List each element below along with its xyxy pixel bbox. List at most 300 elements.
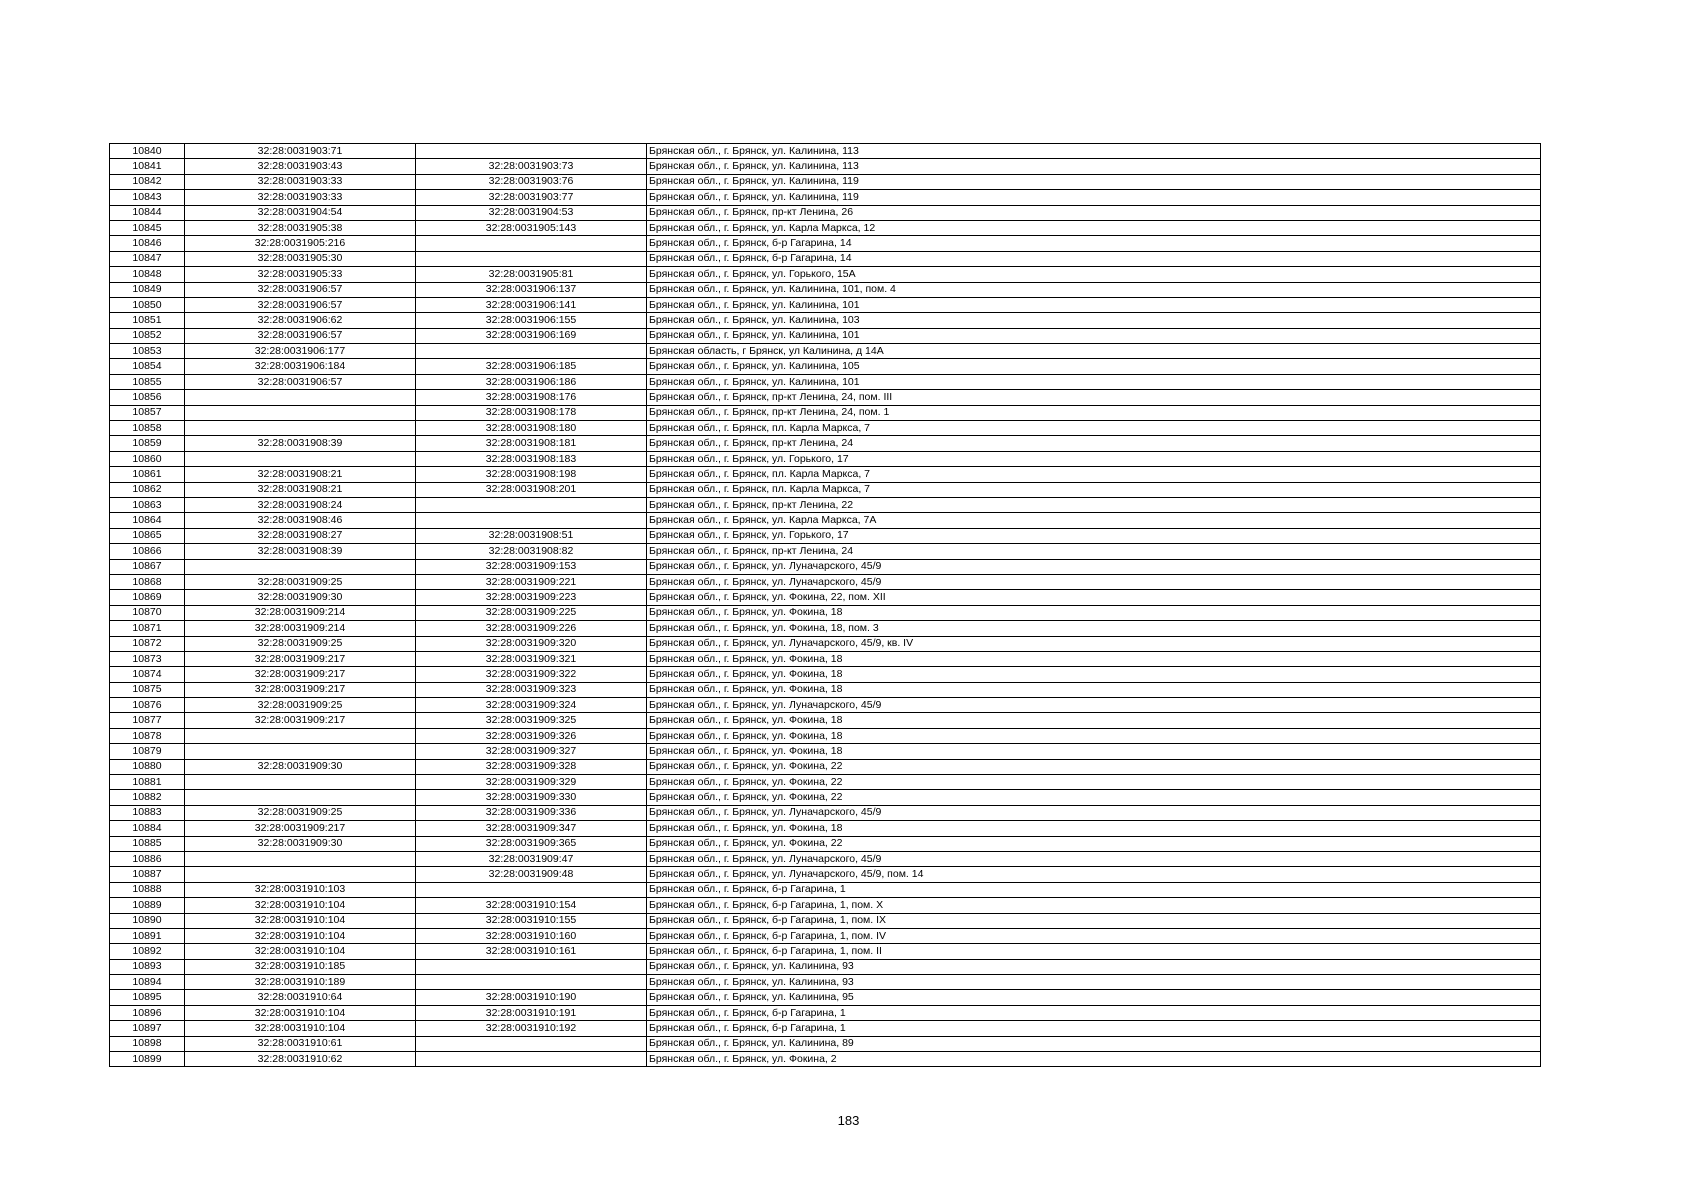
related-cadastral-number-cell: 32:28:0031906:141: [416, 297, 647, 312]
cadastral-number-cell: 32:28:0031909:214: [185, 605, 416, 620]
address-cell: Брянская обл., г. Брянск, ул. Горького, 15А: [647, 267, 1541, 282]
table-row: [110, 682, 1541, 697]
related-cadastral-number-cell: 32:28:0031908:176: [416, 390, 647, 405]
related-cadastral-number-cell: 32:28:0031904:53: [416, 205, 647, 220]
row-number-cell: 10871: [110, 621, 185, 636]
row-number-cell: 10865: [110, 528, 185, 543]
related-cadastral-number-cell: [416, 236, 647, 251]
related-cadastral-number-cell: 32:28:0031909:365: [416, 836, 647, 851]
related-cadastral-number-cell: 32:28:0031909:323: [416, 682, 647, 697]
related-cadastral-number-cell: 32:28:0031903:73: [416, 159, 647, 174]
cadastral-number-cell: [185, 790, 416, 805]
related-cadastral-number-cell: 32:28:0031908:181: [416, 436, 647, 451]
table-row: [110, 667, 1541, 682]
table-row: [110, 821, 1541, 836]
row-number-cell: 10872: [110, 636, 185, 651]
address-cell: Брянская обл., г. Брянск, пл. Карла Маркса, 7: [647, 482, 1541, 497]
address-cell: Брянская обл., г. Брянск, ул. Луначарского, 45/9: [647, 851, 1541, 866]
table-row: [110, 374, 1541, 389]
row-number-cell: 10866: [110, 544, 185, 559]
address-cell: Брянская обл., г. Брянск, ул. Калинина, 93: [647, 975, 1541, 990]
cadastral-number-cell: 32:28:0031909:217: [185, 651, 416, 666]
table-row: [110, 775, 1541, 790]
table-row: [110, 1021, 1541, 1036]
row-number-cell: 10873: [110, 651, 185, 666]
cadastral-number-cell: 32:28:0031910:104: [185, 1021, 416, 1036]
related-cadastral-number-cell: 32:28:0031908:183: [416, 451, 647, 466]
cadastral-number-cell: 32:28:0031906:57: [185, 297, 416, 312]
table-row: [110, 421, 1541, 436]
cadastral-number-cell: 32:28:0031909:214: [185, 621, 416, 636]
cadastral-number-cell: 32:28:0031909:25: [185, 698, 416, 713]
cadastral-number-cell: 32:28:0031906:62: [185, 313, 416, 328]
table-row: [110, 220, 1541, 235]
address-cell: Брянская обл., г. Брянск, ул. Фокина, 18: [647, 651, 1541, 666]
address-cell: Брянская обл., г. Брянск, ул. Калинина, 101: [647, 374, 1541, 389]
table-row: [110, 482, 1541, 497]
address-cell: Брянская обл., г. Брянск, ул. Фокина, 22: [647, 790, 1541, 805]
cadastral-number-cell: 32:28:0031908:27: [185, 528, 416, 543]
cadastral-number-cell: 32:28:0031910:104: [185, 1005, 416, 1020]
cadastral-number-cell: 32:28:0031905:216: [185, 236, 416, 251]
related-cadastral-number-cell: 32:28:0031910:192: [416, 1021, 647, 1036]
table-row: [110, 174, 1541, 189]
related-cadastral-number-cell: 32:28:0031909:223: [416, 590, 647, 605]
related-cadastral-number-cell: [416, 344, 647, 359]
address-cell: Брянская обл., г. Брянск, пр-кт Ленина, 22: [647, 497, 1541, 512]
table-row: [110, 436, 1541, 451]
table-row: [110, 944, 1541, 959]
table-row: [110, 544, 1541, 559]
related-cadastral-number-cell: [416, 1052, 647, 1067]
table-row: [110, 851, 1541, 866]
cadastral-number-cell: 32:28:0031903:33: [185, 190, 416, 205]
row-number-cell: 10892: [110, 944, 185, 959]
table-row: [110, 236, 1541, 251]
related-cadastral-number-cell: 32:28:0031909:326: [416, 728, 647, 743]
related-cadastral-number-cell: 32:28:0031903:76: [416, 174, 647, 189]
related-cadastral-number-cell: [416, 1036, 647, 1051]
row-number-cell: 10883: [110, 805, 185, 820]
address-cell: Брянская обл., г. Брянск, ул. Луначарского, 45/9: [647, 805, 1541, 820]
related-cadastral-number-cell: 32:28:0031908:51: [416, 528, 647, 543]
row-number-cell: 10875: [110, 682, 185, 697]
address-cell: Брянская область, г Брянск, ул Калинина, д 14А: [647, 344, 1541, 359]
cadastral-number-cell: 32:28:0031910:104: [185, 898, 416, 913]
address-cell: Брянская обл., г. Брянск, ул. Калинина, 101: [647, 297, 1541, 312]
table-row: [110, 190, 1541, 205]
address-cell: Брянская обл., г. Брянск, ул. Луначарского, 45/9: [647, 574, 1541, 589]
related-cadastral-number-cell: [416, 882, 647, 897]
related-cadastral-number-cell: [416, 144, 647, 159]
address-cell: Брянская обл., г. Брянск, ул. Калинина, 113: [647, 159, 1541, 174]
table-row: [110, 513, 1541, 528]
cadastral-number-cell: 32:28:0031910:189: [185, 975, 416, 990]
cadastral-number-cell: 32:28:0031909:25: [185, 636, 416, 651]
table-body: [110, 144, 1541, 1067]
related-cadastral-number-cell: [416, 975, 647, 990]
related-cadastral-number-cell: 32:28:0031910:160: [416, 928, 647, 943]
row-number-cell: 10850: [110, 297, 185, 312]
related-cadastral-number-cell: 32:28:0031906:137: [416, 282, 647, 297]
table-row: [110, 913, 1541, 928]
row-number-cell: 10842: [110, 174, 185, 189]
cadastral-number-cell: 32:28:0031910:104: [185, 913, 416, 928]
cadastral-number-cell: 32:28:0031906:177: [185, 344, 416, 359]
address-cell: Брянская обл., г. Брянск, б-р Гагарина, 1, пом. IV: [647, 928, 1541, 943]
address-cell: Брянская обл., г. Брянск, б-р Гагарина, 1: [647, 1021, 1541, 1036]
cadastral-number-cell: 32:28:0031906:57: [185, 282, 416, 297]
table-row: [110, 359, 1541, 374]
table-row: [110, 836, 1541, 851]
row-number-cell: 10891: [110, 928, 185, 943]
row-number-cell: 10882: [110, 790, 185, 805]
table-row: [110, 267, 1541, 282]
row-number-cell: 10890: [110, 913, 185, 928]
row-number-cell: 10899: [110, 1052, 185, 1067]
address-cell: Брянская обл., г. Брянск, ул. Калинина, 89: [647, 1036, 1541, 1051]
row-number-cell: 10874: [110, 667, 185, 682]
row-number-cell: 10889: [110, 898, 185, 913]
row-number-cell: 10896: [110, 1005, 185, 1020]
row-number-cell: 10840: [110, 144, 185, 159]
address-cell: Брянская обл., г. Брянск, ул. Луначарского, 45/9: [647, 698, 1541, 713]
related-cadastral-number-cell: 32:28:0031909:347: [416, 821, 647, 836]
table-row: [110, 898, 1541, 913]
cadastral-number-cell: [185, 390, 416, 405]
row-number-cell: 10861: [110, 467, 185, 482]
related-cadastral-number-cell: 32:28:0031905:143: [416, 220, 647, 235]
address-cell: Брянская обл., г. Брянск, пр-кт Ленина, 24, пом. 1: [647, 405, 1541, 420]
table-row: [110, 605, 1541, 620]
records-table: [109, 143, 1541, 1067]
related-cadastral-number-cell: 32:28:0031908:198: [416, 467, 647, 482]
related-cadastral-number-cell: 32:28:0031908:178: [416, 405, 647, 420]
cadastral-number-cell: 32:28:0031906:184: [185, 359, 416, 374]
address-cell: Брянская обл., г. Брянск, ул. Луначарского, 45/9: [647, 559, 1541, 574]
address-cell: Брянская обл., г. Брянск, ул. Фокина, 22: [647, 775, 1541, 790]
cadastral-number-cell: 32:28:0031910:64: [185, 990, 416, 1005]
cadastral-number-cell: 32:28:0031908:21: [185, 467, 416, 482]
address-cell: Брянская обл., г. Брянск, ул. Калинина, 103: [647, 313, 1541, 328]
table-row: [110, 990, 1541, 1005]
table-row: [110, 390, 1541, 405]
related-cadastral-number-cell: 32:28:0031909:153: [416, 559, 647, 574]
related-cadastral-number-cell: 32:28:0031909:324: [416, 698, 647, 713]
related-cadastral-number-cell: 32:28:0031910:154: [416, 898, 647, 913]
related-cadastral-number-cell: 32:28:0031905:81: [416, 267, 647, 282]
row-number-cell: 10851: [110, 313, 185, 328]
cadastral-number-cell: 32:28:0031910:103: [185, 882, 416, 897]
cadastral-number-cell: 32:28:0031909:30: [185, 759, 416, 774]
row-number-cell: 10888: [110, 882, 185, 897]
table-row: [110, 744, 1541, 759]
address-cell: Брянская обл., г. Брянск, пр-кт Ленина, 24: [647, 544, 1541, 559]
address-cell: Брянская обл., г. Брянск, ул. Луначарского, 45/9, пом. 14: [647, 867, 1541, 882]
related-cadastral-number-cell: 32:28:0031909:48: [416, 867, 647, 882]
row-number-cell: 10870: [110, 605, 185, 620]
address-cell: Брянская обл., г. Брянск, ул. Калинина, 119: [647, 190, 1541, 205]
address-cell: Брянская обл., г. Брянск, ул. Фокина, 2: [647, 1052, 1541, 1067]
row-number-cell: 10859: [110, 436, 185, 451]
cadastral-number-cell: [185, 867, 416, 882]
row-number-cell: 10895: [110, 990, 185, 1005]
row-number-cell: 10854: [110, 359, 185, 374]
related-cadastral-number-cell: 32:28:0031909:329: [416, 775, 647, 790]
address-cell: Брянская обл., г. Брянск, ул. Калинина, 95: [647, 990, 1541, 1005]
address-cell: Брянская обл., г. Брянск, б-р Гагарина, 1, пом. IX: [647, 913, 1541, 928]
row-number-cell: 10841: [110, 159, 185, 174]
cadastral-number-cell: 32:28:0031909:217: [185, 682, 416, 697]
row-number-cell: 10894: [110, 975, 185, 990]
table-row: [110, 528, 1541, 543]
cadastral-number-cell: 32:28:0031904:54: [185, 205, 416, 220]
row-number-cell: 10860: [110, 451, 185, 466]
cadastral-number-cell: 32:28:0031908:39: [185, 544, 416, 559]
table-row: [110, 159, 1541, 174]
row-number-cell: 10863: [110, 497, 185, 512]
row-number-cell: 10855: [110, 374, 185, 389]
address-cell: Брянская обл., г. Брянск, ул. Фокина, 18: [647, 682, 1541, 697]
related-cadastral-number-cell: 32:28:0031906:155: [416, 313, 647, 328]
table-row: [110, 144, 1541, 159]
table-row: [110, 297, 1541, 312]
address-cell: Брянская обл., г. Брянск, ул. Горького, 17: [647, 451, 1541, 466]
related-cadastral-number-cell: 32:28:0031909:320: [416, 636, 647, 651]
address-cell: Брянская обл., г. Брянск, ул. Калинина, 119: [647, 174, 1541, 189]
cadastral-number-cell: 32:28:0031908:24: [185, 497, 416, 512]
row-number-cell: 10845: [110, 220, 185, 235]
related-cadastral-number-cell: 32:28:0031909:322: [416, 667, 647, 682]
related-cadastral-number-cell: 32:28:0031909:330: [416, 790, 647, 805]
address-cell: Брянская обл., г. Брянск, ул. Фокина, 18: [647, 744, 1541, 759]
cadastral-number-cell: 32:28:0031908:21: [185, 482, 416, 497]
row-number-cell: 10849: [110, 282, 185, 297]
related-cadastral-number-cell: 32:28:0031909:226: [416, 621, 647, 636]
table-row: [110, 790, 1541, 805]
page-number: 183: [837, 1113, 860, 1128]
address-cell: Брянская обл., г. Брянск, ул. Фокина, 18: [647, 713, 1541, 728]
row-number-cell: 10856: [110, 390, 185, 405]
related-cadastral-number-cell: 32:28:0031906:169: [416, 328, 647, 343]
cadastral-number-cell: 32:28:0031906:57: [185, 328, 416, 343]
related-cadastral-number-cell: 32:28:0031903:77: [416, 190, 647, 205]
cadastral-number-cell: [185, 775, 416, 790]
related-cadastral-number-cell: 32:28:0031910:190: [416, 990, 647, 1005]
table-row: [110, 497, 1541, 512]
address-cell: Брянская обл., г. Брянск, б-р Гагарина, 1, пом. X: [647, 898, 1541, 913]
cadastral-number-cell: 32:28:0031910:104: [185, 928, 416, 943]
table-row: [110, 282, 1541, 297]
related-cadastral-number-cell: [416, 251, 647, 266]
table-row: [110, 975, 1541, 990]
table-row: [110, 205, 1541, 220]
table-row: [110, 1052, 1541, 1067]
row-number-cell: 10897: [110, 1021, 185, 1036]
related-cadastral-number-cell: 32:28:0031910:161: [416, 944, 647, 959]
table-row: [110, 698, 1541, 713]
table-row: [110, 621, 1541, 636]
table-row: [110, 759, 1541, 774]
cadastral-number-cell: 32:28:0031906:57: [185, 374, 416, 389]
row-number-cell: 10846: [110, 236, 185, 251]
related-cadastral-number-cell: 32:28:0031908:201: [416, 482, 647, 497]
address-cell: Брянская обл., г. Брянск, б-р Гагарина, 1: [647, 1005, 1541, 1020]
related-cadastral-number-cell: 32:28:0031908:180: [416, 421, 647, 436]
cadastral-number-cell: 32:28:0031908:46: [185, 513, 416, 528]
row-number-cell: 10862: [110, 482, 185, 497]
related-cadastral-number-cell: 32:28:0031909:321: [416, 651, 647, 666]
address-cell: Брянская обл., г. Брянск, ул. Калинина, 113: [647, 144, 1541, 159]
address-cell: Брянская обл., г. Брянск, ул. Калинина, 101: [647, 328, 1541, 343]
row-number-cell: 10898: [110, 1036, 185, 1051]
row-number-cell: 10858: [110, 421, 185, 436]
related-cadastral-number-cell: 32:28:0031909:327: [416, 744, 647, 759]
related-cadastral-number-cell: 32:28:0031910:191: [416, 1005, 647, 1020]
address-cell: Брянская обл., г. Брянск, ул. Фокина, 18: [647, 667, 1541, 682]
row-number-cell: 10876: [110, 698, 185, 713]
table-row: [110, 636, 1541, 651]
cadastral-number-cell: 32:28:0031903:43: [185, 159, 416, 174]
table-row: [110, 251, 1541, 266]
row-number-cell: 10868: [110, 574, 185, 589]
table-row: [110, 728, 1541, 743]
related-cadastral-number-cell: 32:28:0031906:186: [416, 374, 647, 389]
address-cell: Брянская обл., г. Брянск, б-р Гагарина, 14: [647, 251, 1541, 266]
cadastral-number-cell: [185, 728, 416, 743]
related-cadastral-number-cell: 32:28:0031906:185: [416, 359, 647, 374]
table-row: [110, 928, 1541, 943]
cadastral-number-cell: 32:28:0031909:25: [185, 805, 416, 820]
cadastral-number-cell: [185, 451, 416, 466]
cadastral-number-cell: [185, 559, 416, 574]
address-cell: Брянская обл., г. Брянск, ул. Луначарского, 45/9, кв. IV: [647, 636, 1541, 651]
address-cell: Брянская обл., г. Брянск, ул. Карла Маркса, 12: [647, 220, 1541, 235]
table-row: [110, 1036, 1541, 1051]
related-cadastral-number-cell: [416, 497, 647, 512]
table-row: [110, 328, 1541, 343]
table-row: [110, 713, 1541, 728]
table-row: [110, 805, 1541, 820]
address-cell: Брянская обл., г. Брянск, пл. Карла Маркса, 7: [647, 467, 1541, 482]
address-cell: Брянская обл., г. Брянск, ул. Калинина, 105: [647, 359, 1541, 374]
row-number-cell: 10881: [110, 775, 185, 790]
row-number-cell: 10879: [110, 744, 185, 759]
address-cell: Брянская обл., г. Брянск, б-р Гагарина, 1: [647, 882, 1541, 897]
address-cell: Брянская обл., г. Брянск, пр-кт Ленина, 24: [647, 436, 1541, 451]
address-cell: Брянская обл., г. Брянск, ул. Фокина, 22: [647, 836, 1541, 851]
table-row: [110, 451, 1541, 466]
row-number-cell: 10880: [110, 759, 185, 774]
address-cell: Брянская обл., г. Брянск, ул. Калинина, 93: [647, 959, 1541, 974]
related-cadastral-number-cell: 32:28:0031909:221: [416, 574, 647, 589]
row-number-cell: 10843: [110, 190, 185, 205]
cadastral-number-cell: 32:28:0031910:185: [185, 959, 416, 974]
cadastral-number-cell: 32:28:0031909:25: [185, 574, 416, 589]
table-row: [110, 574, 1541, 589]
related-cadastral-number-cell: 32:28:0031909:328: [416, 759, 647, 774]
table-row: [110, 867, 1541, 882]
address-cell: Брянская обл., г. Брянск, пр-кт Ленина, 26: [647, 205, 1541, 220]
row-number-cell: 10878: [110, 728, 185, 743]
row-number-cell: 10877: [110, 713, 185, 728]
cadastral-number-cell: 32:28:0031908:39: [185, 436, 416, 451]
row-number-cell: 10867: [110, 559, 185, 574]
address-cell: Брянская обл., г. Брянск, ул. Фокина, 18: [647, 821, 1541, 836]
row-number-cell: 10847: [110, 251, 185, 266]
row-number-cell: 10852: [110, 328, 185, 343]
related-cadastral-number-cell: 32:28:0031909:47: [416, 851, 647, 866]
cadastral-number-cell: 32:28:0031910:62: [185, 1052, 416, 1067]
address-cell: Брянская обл., г. Брянск, б-р Гагарина, 14: [647, 236, 1541, 251]
table-row: [110, 882, 1541, 897]
address-cell: Брянская обл., г. Брянск, ул. Фокина, 18: [647, 728, 1541, 743]
address-cell: Брянская обл., г. Брянск, ул. Фокина, 22: [647, 759, 1541, 774]
row-number-cell: 10853: [110, 344, 185, 359]
cadastral-number-cell: [185, 421, 416, 436]
related-cadastral-number-cell: 32:28:0031909:325: [416, 713, 647, 728]
table-row: [110, 344, 1541, 359]
address-cell: Брянская обл., г. Брянск, ул. Калинина, 101, пом. 4: [647, 282, 1541, 297]
table-row: [110, 405, 1541, 420]
row-number-cell: 10848: [110, 267, 185, 282]
row-number-cell: 10884: [110, 821, 185, 836]
table-row: [110, 1005, 1541, 1020]
table-row: [110, 590, 1541, 605]
address-cell: Брянская обл., г. Брянск, пл. Карла Маркса, 7: [647, 421, 1541, 436]
row-number-cell: 10886: [110, 851, 185, 866]
cadastral-number-cell: [185, 851, 416, 866]
related-cadastral-number-cell: 32:28:0031909:225: [416, 605, 647, 620]
row-number-cell: 10869: [110, 590, 185, 605]
cadastral-number-cell: 32:28:0031905:33: [185, 267, 416, 282]
table-row: [110, 467, 1541, 482]
related-cadastral-number-cell: 32:28:0031910:155: [416, 913, 647, 928]
row-number-cell: 10857: [110, 405, 185, 420]
row-number-cell: 10893: [110, 959, 185, 974]
cadastral-number-cell: 32:28:0031909:30: [185, 836, 416, 851]
table-row: [110, 959, 1541, 974]
cadastral-number-cell: 32:28:0031903:33: [185, 174, 416, 189]
address-cell: Брянская обл., г. Брянск, ул. Карла Маркса, 7А: [647, 513, 1541, 528]
cadastral-number-cell: 32:28:0031909:30: [185, 590, 416, 605]
row-number-cell: 10864: [110, 513, 185, 528]
related-cadastral-number-cell: [416, 959, 647, 974]
related-cadastral-number-cell: [416, 513, 647, 528]
related-cadastral-number-cell: 32:28:0031909:336: [416, 805, 647, 820]
row-number-cell: 10887: [110, 867, 185, 882]
address-cell: Брянская обл., г. Брянск, ул. Фокина, 18: [647, 605, 1541, 620]
address-cell: Брянская обл., г. Брянск, ул. Фокина, 22, пом. XII: [647, 590, 1541, 605]
cadastral-number-cell: 32:28:0031909:217: [185, 821, 416, 836]
cadastral-number-cell: 32:28:0031909:217: [185, 713, 416, 728]
cadastral-number-cell: [185, 744, 416, 759]
table-row: [110, 559, 1541, 574]
related-cadastral-number-cell: 32:28:0031908:82: [416, 544, 647, 559]
cadastral-number-cell: 32:28:0031905:38: [185, 220, 416, 235]
cadastral-number-cell: 32:28:0031910:104: [185, 944, 416, 959]
cadastral-number-cell: 32:28:0031903:71: [185, 144, 416, 159]
address-cell: Брянская обл., г. Брянск, пр-кт Ленина, 24, пом. III: [647, 390, 1541, 405]
cadastral-number-cell: [185, 405, 416, 420]
cadastral-number-cell: 32:28:0031910:61: [185, 1036, 416, 1051]
address-cell: Брянская обл., г. Брянск, ул. Горького, 17: [647, 528, 1541, 543]
row-number-cell: 10885: [110, 836, 185, 851]
row-number-cell: 10844: [110, 205, 185, 220]
address-cell: Брянская обл., г. Брянск, б-р Гагарина, 1, пом. II: [647, 944, 1541, 959]
address-cell: Брянская обл., г. Брянск, ул. Фокина, 18, пом. 3: [647, 621, 1541, 636]
table-row: [110, 313, 1541, 328]
